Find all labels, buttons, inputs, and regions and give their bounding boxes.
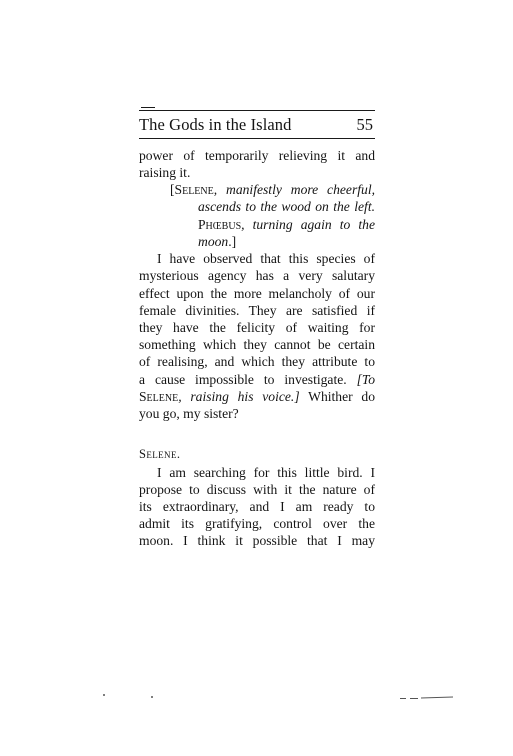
text-line: a cause impossible to investigate. [To <box>139 372 375 387</box>
speaker-name: Selene. <box>139 447 181 461</box>
stage-direction-line: [Selene, manifestly more cheerful, <box>170 182 375 197</box>
text-line: power of temporarily relieving it and <box>139 148 375 163</box>
text-line: something which they cannot be certain <box>139 337 375 352</box>
text-line: raising it. <box>139 165 191 180</box>
header-top-rule-nick <box>141 107 155 108</box>
text-line: admit its gratifying, control over the <box>139 516 375 531</box>
text-line: I am searching for this little bird. I <box>157 465 375 480</box>
running-head: The Gods in the Island <box>139 115 292 134</box>
text-line: female divinities. They are satisfied if <box>139 303 375 318</box>
text-line: I have observed that this species of <box>157 251 375 266</box>
scan-mark <box>410 698 418 699</box>
stage-direction-line: Phœbus, turning again to the <box>198 217 375 232</box>
page-header <box>139 115 375 137</box>
stage-direction-line: moon.] <box>198 234 237 249</box>
text-line: moon. I think it possible that I may <box>139 533 375 548</box>
text-line: they have the felicity of waiting for <box>139 320 375 335</box>
text-line: its extraordinary, and I am ready to <box>139 499 375 514</box>
character-name: Phœbus <box>198 217 242 232</box>
text-line: of realising, and which they attribute to <box>139 354 375 369</box>
character-name: Selene <box>139 389 179 404</box>
text-line: mysterious agency has a very salutary <box>139 268 375 283</box>
scan-speck <box>151 696 153 698</box>
text-line: effect upon the more melancholy of our <box>139 286 375 301</box>
header-bottom-rule <box>139 138 375 139</box>
text-line: Selene, raising his voice.] Whither do <box>139 389 375 404</box>
stage-direction-line: ascends to the wood on the left. <box>198 199 375 214</box>
character-name: Selene <box>174 182 214 197</box>
text-line: you go, my sister? <box>139 406 239 421</box>
scan-speck <box>103 694 105 696</box>
scan-mark <box>421 696 453 698</box>
header-top-rule <box>139 110 375 111</box>
text-line: propose to discuss with it the nature of <box>139 482 375 497</box>
page-number: 55 <box>356 115 373 134</box>
scan-mark <box>400 698 406 699</box>
